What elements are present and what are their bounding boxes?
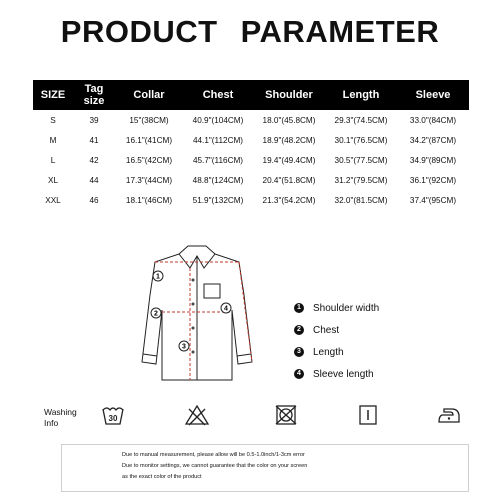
cell-tag-size: 46 [89, 195, 99, 205]
legend-number: 2 [294, 325, 304, 335]
marker-3: 3 [182, 343, 186, 351]
header-chest: Chest [202, 89, 234, 101]
table-row [33, 110, 469, 130]
page-title: PRODUCT PARAMETER [60, 14, 440, 49]
washing-info-label [44, 407, 84, 429]
header-tag-size: Tag size [83, 83, 105, 107]
cell-sleeve: 33.0"(84CM) [409, 115, 457, 125]
cell-length: 30.1"(76.5CM) [334, 135, 388, 145]
washing-label-line: Washing [44, 407, 77, 417]
cell-shoulder: 21.3"(54.2CM) [262, 195, 316, 205]
cell-size: M [49, 135, 57, 145]
wash-temperature: 30 [108, 414, 118, 423]
cell-chest: 48.8"(124CM) [192, 175, 244, 185]
iron-low-icon [436, 403, 462, 427]
cell-shoulder: 20.4"(51.8CM) [262, 175, 316, 185]
cell-sleeve: 34.9"(89CM) [409, 155, 457, 165]
legend-item [294, 320, 379, 340]
size-table [33, 80, 469, 210]
washing-info [44, 403, 474, 433]
legend-number: 1 [294, 303, 304, 313]
legend-label: Shoulder width [313, 302, 380, 314]
header-size: SIZE [40, 89, 66, 101]
disclaimer-line: as the exact color of the product [122, 474, 202, 480]
sleeve-measure-line [239, 262, 252, 362]
table-row [33, 170, 469, 190]
cell-size: XL [47, 175, 58, 185]
measurement-legend [294, 298, 379, 386]
cell-collar: 17.3"(44CM) [125, 175, 173, 185]
wash-30-icon [100, 403, 126, 427]
cell-shoulder: 18.0"(45.8CM) [262, 115, 316, 125]
header-shoulder: Shoulder [265, 89, 313, 101]
cell-tag-size: 44 [89, 175, 99, 185]
cell-sleeve: 37.4"(95CM) [409, 195, 457, 205]
cell-chest: 45.7"(116CM) [192, 155, 244, 165]
legend-item [294, 342, 379, 362]
cell-tag-size: 39 [89, 115, 99, 125]
cell-size: XXL [45, 195, 61, 205]
cell-tag-size: 42 [89, 155, 99, 165]
shirt-diagram [122, 240, 272, 385]
cell-collar: 16.5"(42CM) [125, 155, 173, 165]
cell-collar: 16.1"(41CM) [125, 135, 173, 145]
legend-label: Sleeve length [313, 368, 374, 380]
marker-1: 1 [156, 273, 160, 281]
cell-tag-size: 41 [89, 135, 99, 145]
marker-4: 4 [224, 305, 228, 313]
cell-chest: 44.1"(112CM) [192, 135, 244, 145]
marker-2: 2 [154, 310, 158, 318]
cell-length: 32.0"(81.5CM) [334, 195, 388, 205]
cell-length: 30.5"(77.5CM) [334, 155, 388, 165]
legend-number: 4 [294, 369, 304, 379]
washing-label-line: Info [44, 418, 59, 428]
legend-item [294, 298, 379, 318]
table-header [33, 80, 469, 110]
cell-length: 29.3"(74.5CM) [334, 115, 388, 125]
header-collar: Collar [133, 89, 165, 101]
disclaimer-line: Due to monitor settings, we cannot guarantee that the color on your screen [122, 463, 308, 469]
table-row [33, 190, 469, 210]
cell-collar: 18.1"(46CM) [125, 195, 173, 205]
cell-size: S [50, 115, 56, 125]
legend-label: Chest [313, 324, 340, 336]
table-row [33, 130, 469, 150]
cell-collar: 15"(38CM) [129, 115, 169, 125]
no-tumble-dry-icon [273, 403, 299, 427]
disclaimer-line: Due to manual measurement, please allow will be 0.5-1.0inch/1-3cm error [122, 452, 305, 458]
legend-label: Length [313, 346, 344, 358]
no-bleach-icon [184, 403, 210, 427]
header-length: Length [342, 89, 380, 101]
legend-item [294, 364, 379, 384]
cell-sleeve: 34.2"(87CM) [409, 135, 457, 145]
disclaimer-note [61, 444, 469, 492]
hang-dry-icon [355, 403, 381, 427]
cell-chest: 51.9"(132CM) [192, 195, 244, 205]
cell-shoulder: 19.4"(49.4CM) [262, 155, 316, 165]
cell-shoulder: 18.9"(48.2CM) [262, 135, 316, 145]
legend-number: 3 [294, 347, 304, 357]
header-sleeve: Sleeve [415, 89, 451, 101]
table-row [33, 150, 469, 170]
cell-length: 31.2"(79.5CM) [334, 175, 388, 185]
cell-chest: 40.9"(104CM) [192, 115, 244, 125]
cell-sleeve: 36.1"(92CM) [409, 175, 457, 185]
cell-size: L [50, 155, 56, 165]
